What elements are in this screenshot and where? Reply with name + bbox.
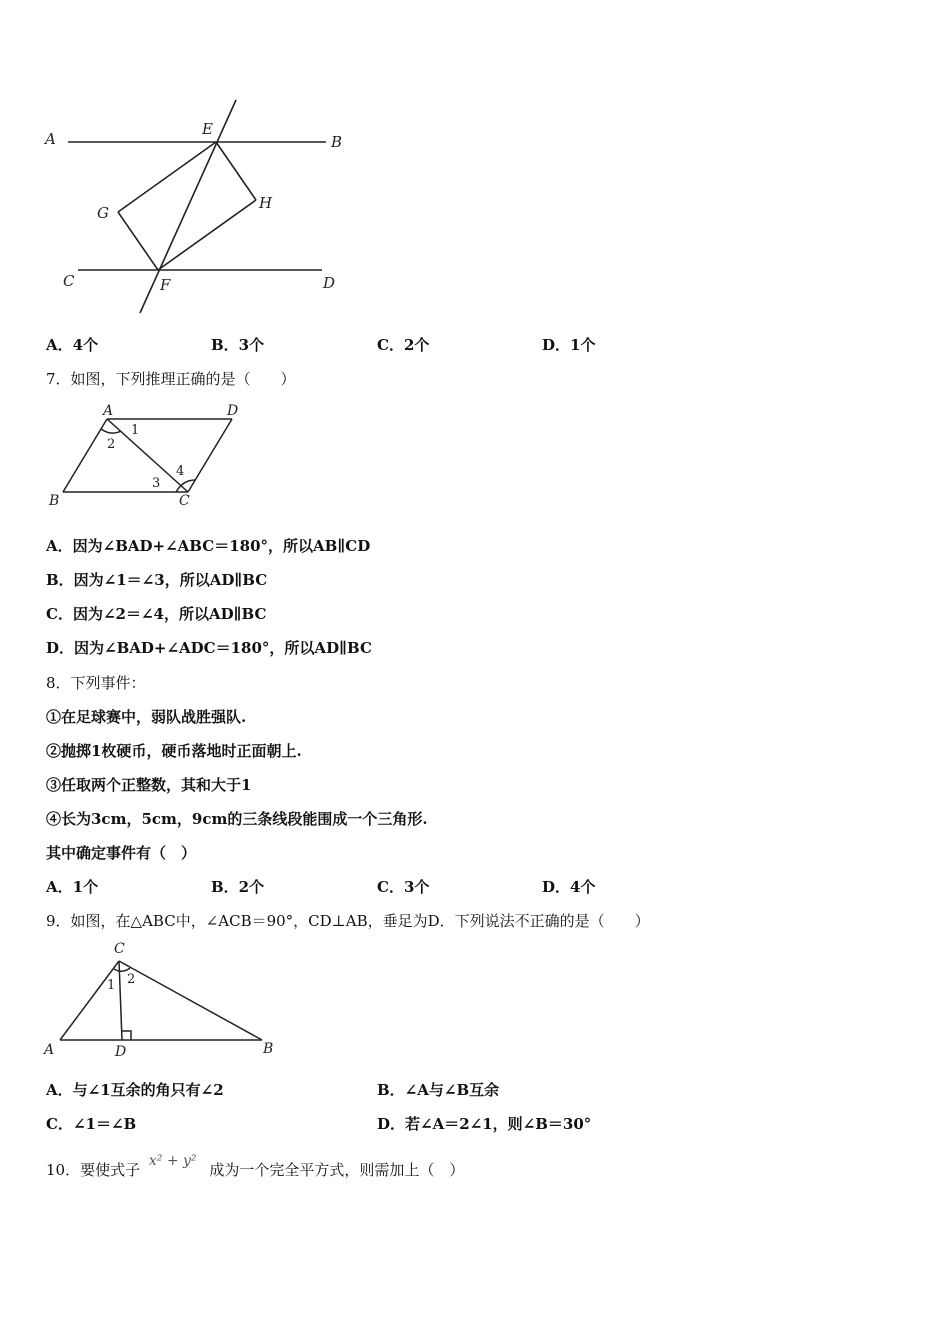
angle-label-4: 4	[176, 464, 185, 479]
label-a: A	[45, 130, 56, 148]
label-a: A	[103, 403, 114, 419]
q10-stem-before: 10．要使式子	[46, 1161, 141, 1179]
q10-stem	[46, 1153, 465, 1181]
label-f: F	[160, 276, 171, 294]
q8-stem: 8．下列事件：	[46, 674, 146, 692]
q8-option-c: C．3个	[377, 878, 430, 896]
figure-parallel-lines-efgh	[40, 95, 350, 320]
q8-option-a: A．1个	[46, 878, 99, 896]
label-d: D	[115, 1044, 127, 1060]
angle-arc-c	[114, 968, 130, 971]
side-ac	[60, 961, 119, 1040]
angle-label-1: 1	[107, 978, 116, 993]
altitude-cd	[119, 961, 122, 1040]
figure-parallelogram-abcd	[45, 398, 255, 510]
q6-option-c: C．2个	[377, 336, 430, 354]
q8-item-4: ④长为3cm，5cm，9cm的三条线段能围成一个三角形.	[46, 810, 428, 828]
side-cb	[119, 961, 262, 1040]
q8-prompt: 其中确定事件有（ ）	[46, 844, 197, 862]
segment-hf	[158, 200, 256, 270]
q6-option-b: B．3个	[211, 336, 265, 354]
q8-item-1: ①在足球赛中，弱队战胜强队.	[46, 708, 247, 726]
label-b: B	[331, 133, 343, 151]
q7-stem: 7．如图，下列推理正确的是（ ）	[46, 370, 296, 388]
q7-option-b: B．因为∠1＝∠3，所以AD∥BC	[46, 571, 268, 589]
q10-expression: x² + y²	[148, 1153, 197, 1169]
label-d: D	[227, 403, 239, 419]
q7-option-a: A．因为∠BAD+∠ABC＝180°，所以AB∥CD	[46, 537, 371, 555]
label-c: C	[179, 493, 190, 509]
q6-option-d: D．1个	[542, 336, 596, 354]
q6-option-a: A．4个	[46, 336, 99, 354]
side-dc	[188, 419, 232, 492]
label-g: G	[97, 204, 109, 222]
q7-option-c: C．因为∠2＝∠4，所以AD∥BC	[46, 605, 267, 623]
angle-label-3: 3	[152, 476, 161, 491]
q9-option-b: B．∠A与∠B互余	[377, 1081, 500, 1099]
label-c: C	[63, 272, 75, 290]
angle-label-2: 2	[127, 972, 136, 987]
transversal-ef	[140, 100, 236, 313]
q9-option-d: D．若∠A＝2∠1，则∠B＝30°	[377, 1115, 592, 1133]
label-b: B	[49, 493, 60, 509]
diagonal-ac	[107, 419, 188, 492]
label-c: C	[114, 941, 125, 957]
label-h: H	[259, 194, 273, 212]
angle-label-2: 2	[107, 437, 116, 452]
q9-stem: 9．如图，在△ABC中，∠ACB＝90°，CD⊥AB，垂足为D．下列说法不正确的是（ ）	[46, 912, 650, 930]
segment-eh	[216, 142, 256, 200]
label-d: D	[323, 274, 336, 292]
side-ab	[63, 419, 107, 492]
q8-option-b: B．2个	[211, 878, 265, 896]
q9-option-c: C．∠1＝∠B	[46, 1115, 137, 1133]
q9-option-a: A．与∠1互余的角只有∠2	[46, 1081, 224, 1099]
segment-gf	[118, 212, 158, 270]
figure-right-triangle-abc	[40, 936, 290, 1060]
q8-item-2: ②抛掷1枚硬币，硬币落地时正面朝上.	[46, 742, 302, 760]
q8-item-3: ③任取两个正整数，其和大于1	[46, 776, 252, 794]
angle-label-1: 1	[131, 423, 140, 438]
q7-option-d: D．因为∠BAD+∠ADC＝180°，所以AD∥BC	[46, 639, 372, 657]
q8-option-d: D．4个	[542, 878, 596, 896]
label-a: A	[44, 1042, 55, 1058]
label-b: B	[263, 1041, 274, 1057]
label-e: E	[202, 120, 213, 138]
right-angle-mark-d	[122, 1031, 131, 1040]
q10-stem-after: 成为一个完全平方式，则需加上（ ）	[209, 1161, 465, 1179]
